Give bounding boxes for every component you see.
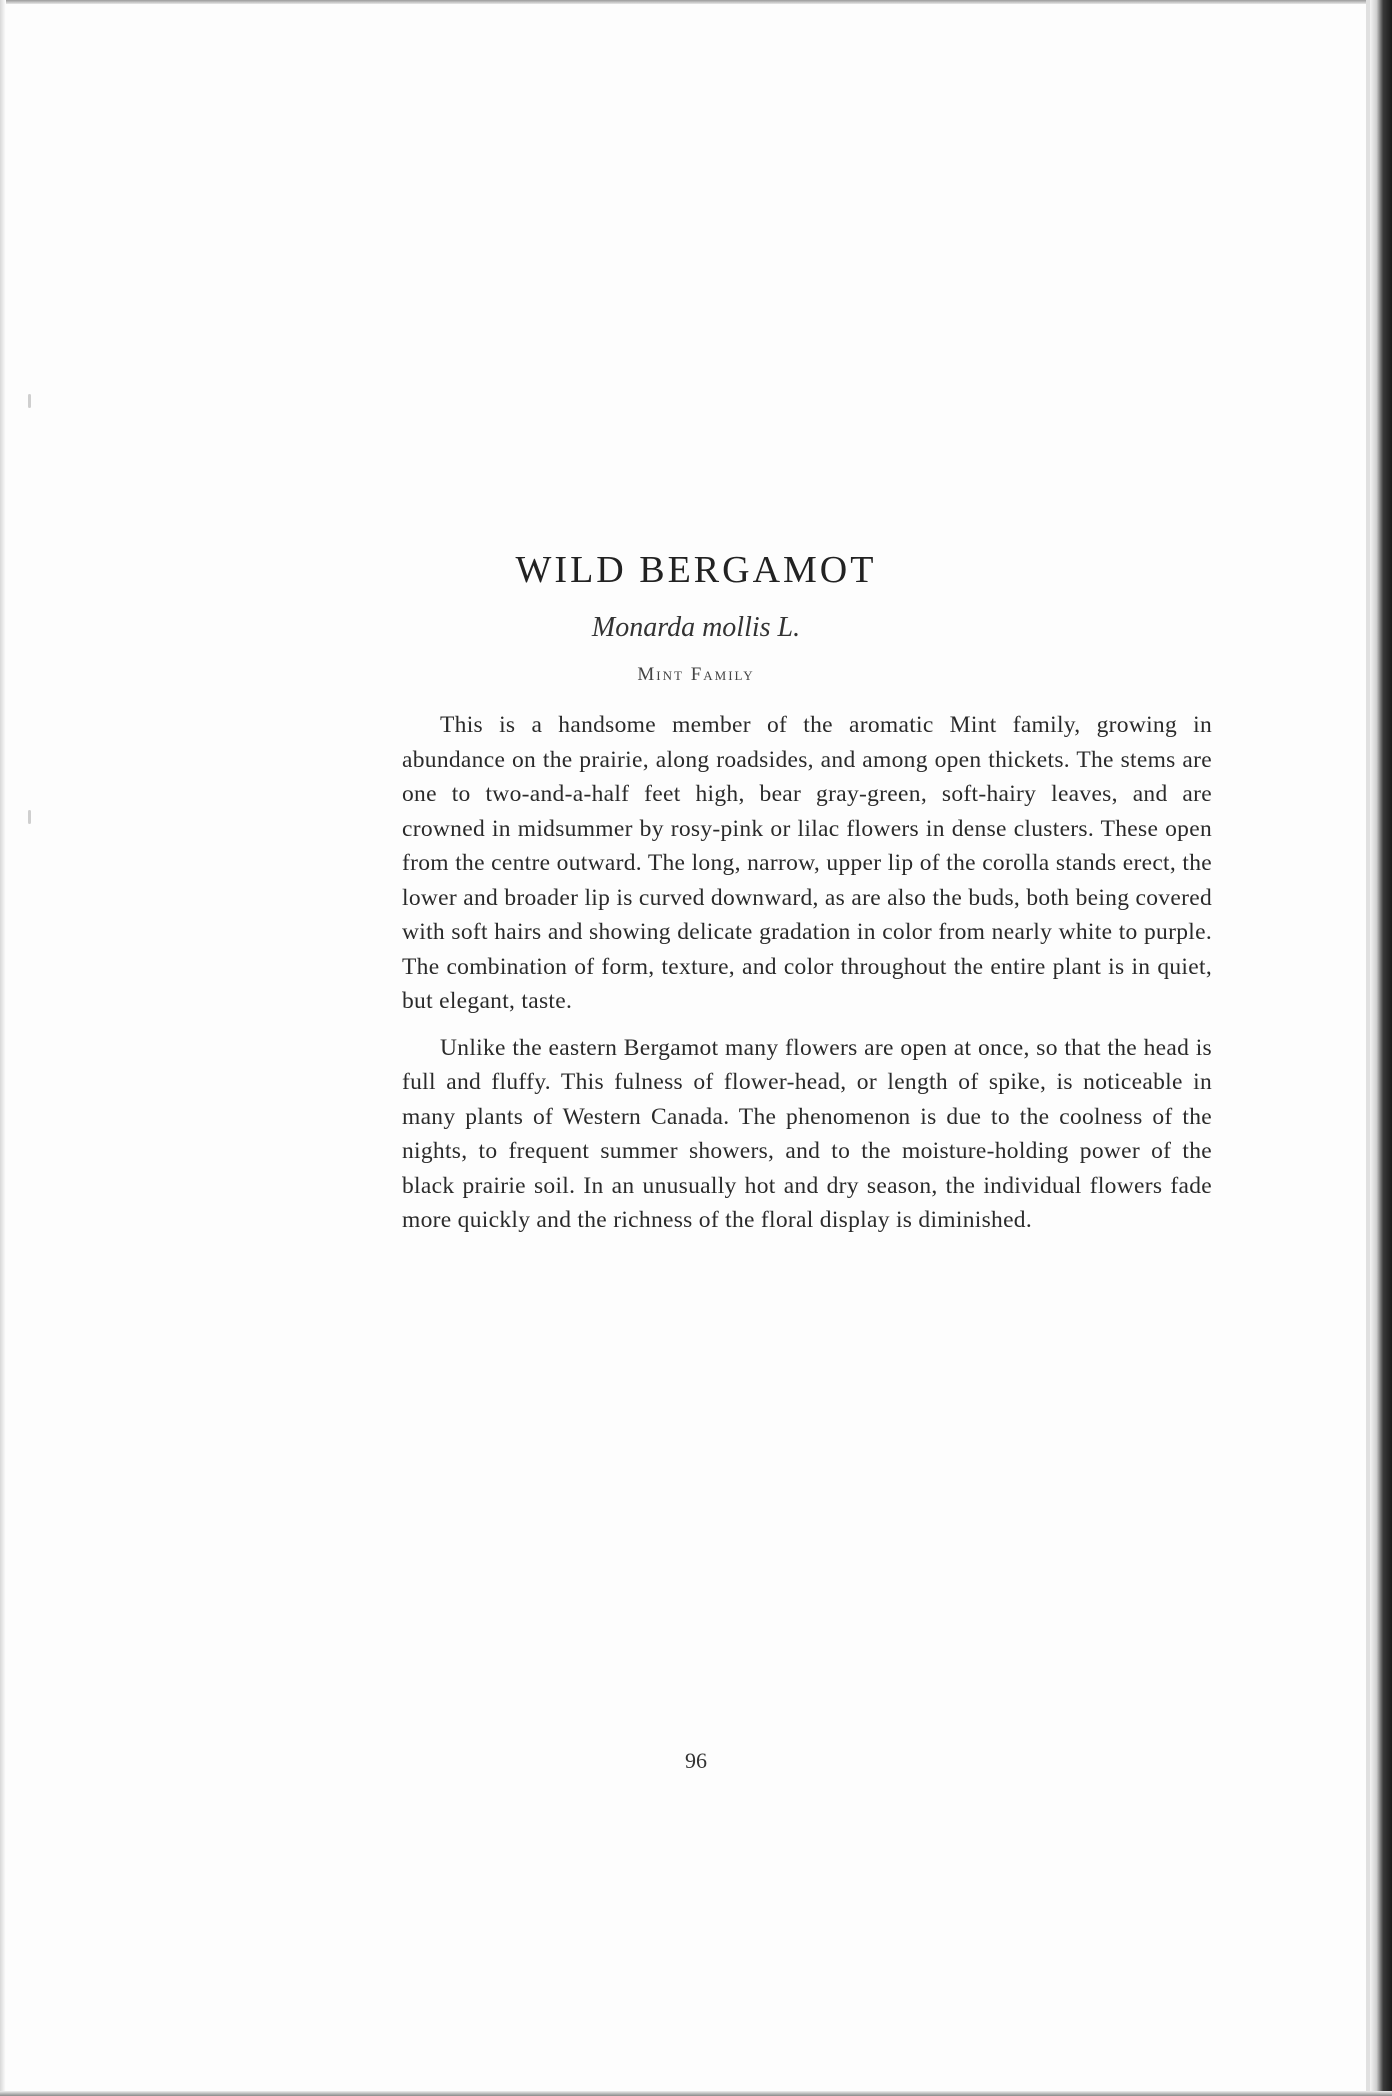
scientific-name: Monarda mollis L. [591, 612, 801, 643]
page-right-edge [1370, 0, 1392, 2096]
paragraph: This is a handsome member of the aromatic Mint family, growing in abundance on the prairie, along roadsides, and among open thickets. The stems are one to two-and-a-half feet high, bear gray-green, soft-hairy leaves, and are crowned in midsummer by rosy-pink or lilac flowers in dense clusters. These open from the centre outward. The long, narrow, upper lip of the corolla stands erect, the lower and broader lip is curved downward, as are also the buds, both being covered with soft hairs and showing delicate gradation in color from nearly white to purple. The combination of form, texture, and color throughout the entire plant is in quiet, but elegant, taste. [402, 712, 1212, 1014]
page-left-edge [0, 0, 6, 2096]
page-number: 96 [685, 1748, 707, 1773]
page-top-edge [0, 0, 1392, 4]
page-title: WILD BERGAMOT [515, 549, 877, 591]
body-text [402, 708, 1212, 1250]
margin-speck [28, 394, 31, 408]
margin-speck [28, 810, 31, 824]
page-bottom-edge [0, 2091, 1392, 2096]
paragraph: Unlike the eastern Bergamot many flowers are open at once, so that the head is full and fluffy. This fulness of flower-head, or length of spike, is noticeable in many plants of Western Canada. The phenomenon is due to the coolness of the nights, to frequent summer showers, and to the moisture-holding power of the black prairie soil. In an unusually hot and dry season, the individual flowers fade more quickly and the richness of the floral display is diminished. [402, 1034, 1212, 1233]
family-name: Mint Family [637, 664, 755, 685]
